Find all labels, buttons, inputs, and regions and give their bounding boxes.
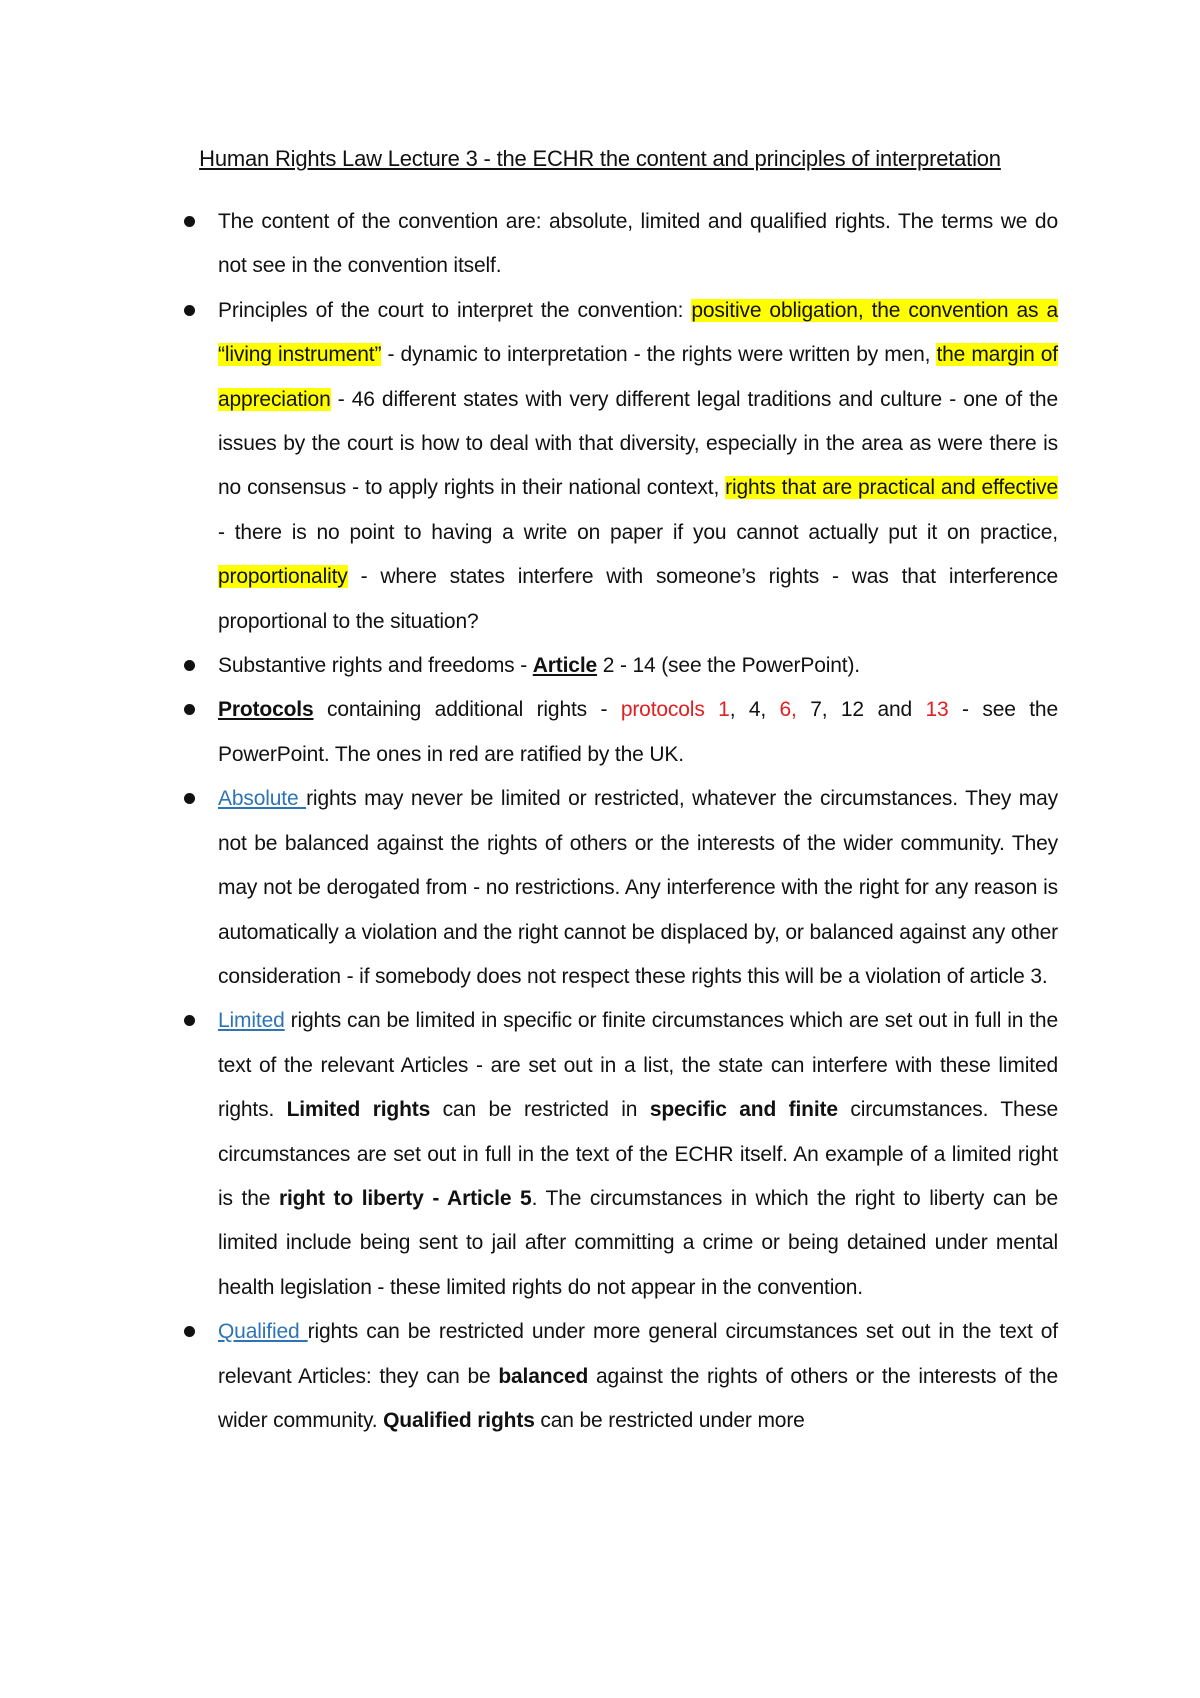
bullet-icon bbox=[184, 1015, 195, 1026]
bullet-item bbox=[218, 999, 1058, 1310]
bullet-item bbox=[218, 688, 1058, 777]
bullet-icon bbox=[184, 305, 195, 316]
bold-underlined-text: Article bbox=[532, 654, 598, 678]
bullet-list bbox=[218, 200, 1058, 1443]
red-text: protocols 1 bbox=[620, 698, 730, 722]
red-text: 13 bbox=[925, 698, 949, 722]
text-span: against the rights of others or the interests of the wider community. bbox=[218, 1364, 1058, 1432]
text-span: rights can be limited in specific or finite circumstances which are set out in full in the text of the relevant Articles - are set out in a list, the state can interfere with these limited rights. bbox=[218, 1009, 1058, 1122]
text-span: - where states interfere with someone’s rights - was that interference proportional to the situation? bbox=[218, 565, 1058, 633]
bullet-item bbox=[218, 1310, 1058, 1443]
bullet-item bbox=[218, 777, 1058, 999]
bullet-icon bbox=[184, 704, 195, 715]
text-span: - there is no point to having a write on paper if you cannot actually put it on practice, bbox=[218, 520, 1058, 544]
bullet-icon bbox=[184, 216, 195, 227]
page-title: Human Rights Law Lecture 3 - the ECHR the content and principles of interpretation bbox=[199, 146, 1001, 171]
text-span: Principles of the court to interpret the convention: bbox=[218, 298, 692, 322]
link-text[interactable]: Limited bbox=[218, 1009, 285, 1033]
bold-text: Limited rights bbox=[286, 1098, 431, 1122]
bullet-item bbox=[218, 644, 1058, 688]
text-span: Substantive rights and freedoms - bbox=[218, 654, 533, 678]
text-span: can be restricted in bbox=[430, 1098, 650, 1122]
bold-underlined-text: Protocols bbox=[218, 698, 314, 722]
bold-text: balanced bbox=[498, 1364, 589, 1388]
text-span: can be restricted under more bbox=[534, 1408, 805, 1432]
text-span: containing additional rights - bbox=[313, 698, 621, 722]
text-span: 2 - 14 (see the PowerPoint). bbox=[597, 654, 860, 678]
text-span: . The circumstances in which the right to liberty can be limited include being sent to jail after committing a crime or being detained under mental health legislation - these limited rights do not appear in the convention. bbox=[218, 1186, 1058, 1299]
highlighted-text: the margin of appreciation bbox=[218, 343, 1058, 411]
bullet-icon bbox=[184, 1326, 195, 1337]
text-span: - 46 different states with very different legal traditions and culture - one of the issues by the court is how to deal with that diversity, especially in the area as were there is no consensus - to apply rights in their national context, bbox=[218, 387, 1058, 500]
link-text[interactable]: Qualified bbox=[218, 1320, 308, 1344]
text-span: - see the PowerPoint. The ones in red are ratified by the UK. bbox=[218, 698, 1058, 766]
bold-text: specific and finite bbox=[649, 1098, 838, 1122]
text-span: The content of the convention are: absolute, limited and qualified rights. The terms we do not see in the convention itself. bbox=[218, 210, 1058, 278]
highlighted-text: rights that are practical and effective bbox=[725, 476, 1058, 500]
bullet-icon bbox=[184, 660, 195, 671]
bullet-item bbox=[218, 289, 1058, 644]
highlighted-text: positive obligation, the convention as a “living instrument” bbox=[218, 298, 1059, 367]
link-text[interactable]: Absolute bbox=[218, 787, 307, 811]
text-span: 7, 12 and bbox=[796, 698, 926, 722]
highlighted-text: proportionality bbox=[218, 565, 348, 589]
bold-text: Qualified rights bbox=[383, 1408, 535, 1432]
text-span: , 4, bbox=[729, 698, 780, 722]
text-span: - dynamic to interpretation - the rights were written by men, bbox=[381, 343, 937, 367]
bullet-item bbox=[218, 200, 1058, 289]
text-span: rights may never be limited or restricted, whatever the circumstances. They may not be balanced against the rights of others or the interests of the wider community. They may not be derogated from - no restrictions. Any interference with the right for any reason is automatically a violation and the right cannot be displaced by, or balanced against any other consideration - if somebody does not respect these rights this will be a violation of article 3. bbox=[218, 787, 1058, 988]
text-span: rights can be restricted under more general circumstances set out in the text of relevant Articles: they can be bbox=[218, 1320, 1058, 1388]
bullet-icon bbox=[184, 793, 195, 804]
bold-text: right to liberty - Article 5 bbox=[278, 1186, 532, 1210]
red-text: 6, bbox=[779, 698, 797, 722]
text-span: circumstances. These circumstances are set out in full in the text of the ECHR itself. An example of a limited right is the bbox=[218, 1098, 1058, 1210]
